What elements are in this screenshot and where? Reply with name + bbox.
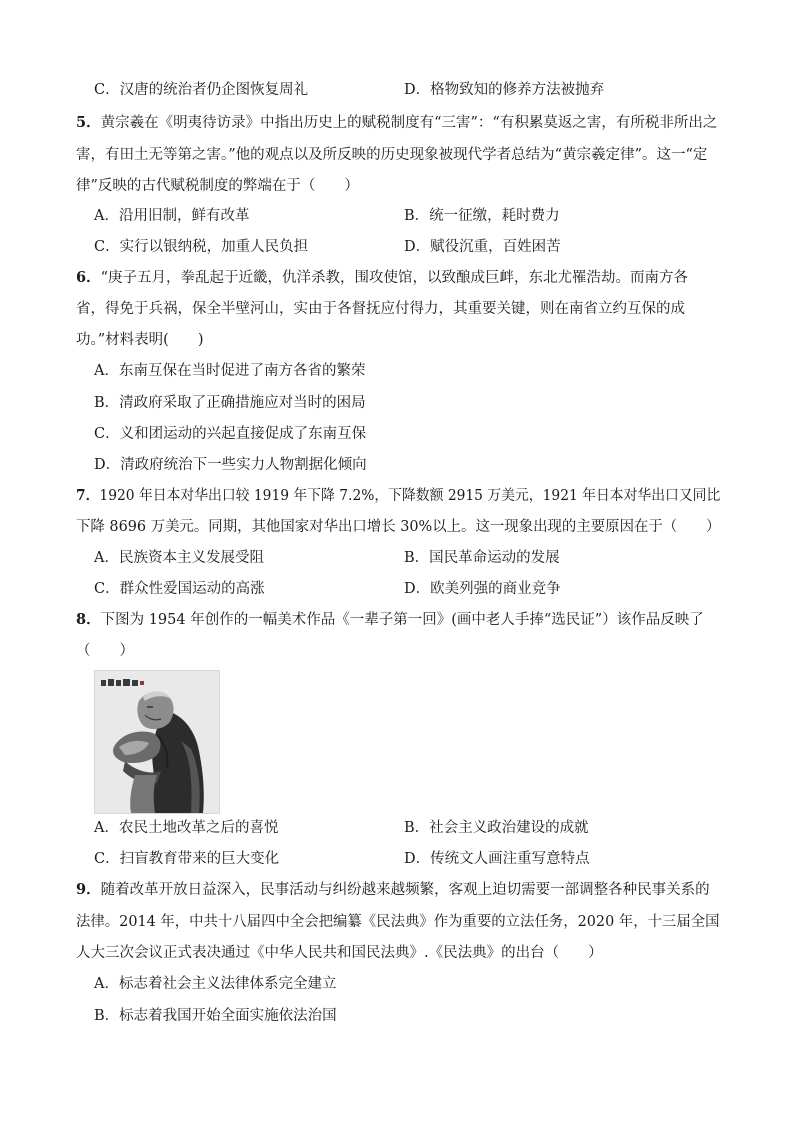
q6-text-1: “庚子五月，拳乱起于近畿，仇洋杀教，围攻使馆，以致酿成巨衅，东北尤罹浩劫。而南方各: [100, 270, 689, 286]
q7-option-c[interactable]: C．群众性爱国运动的高涨: [94, 581, 265, 597]
q5-stem-line-3: 律”反映的古代赋税制度的弊端在于（ ）: [76, 178, 359, 194]
q8-option-c[interactable]: C．扫盲教育带来的巨大变化: [94, 851, 280, 867]
q6-stem-line-1: [76, 268, 688, 288]
q6-option-d[interactable]: D．清政府统治下一些实力人物割据化倾向: [94, 457, 367, 473]
artwork-drawing: [95, 671, 219, 813]
q4-option-c[interactable]: C．汉唐的统治者仍企图恢复周礼: [94, 82, 309, 98]
q6-stem-line-3: 功。”材料表明( ): [76, 332, 204, 348]
q5-option-c[interactable]: C．实行以银纳税，加重人民负担: [94, 239, 309, 255]
q6-option-b[interactable]: B．清政府采取了正确措施应对当时的困局: [94, 395, 366, 411]
q7-text-1: 1920 年日本对华出口较 1919 年下降 7.2%，下降数额 2915 万美元，1921 年日本对华出口又同比: [99, 488, 721, 504]
q8-stem-line-2: （ ）: [76, 643, 134, 659]
q7-option-d[interactable]: D．欧美列强的商业竞争: [404, 581, 561, 597]
q7-stem-line-2: 下降 8696 万美元。同期，其他国家对华出口增长 30%以上。这一现象出现的主要原因在于（ ）: [76, 519, 721, 535]
q9-number: 9．: [76, 881, 101, 898]
q7-stem-line-1: [76, 486, 720, 506]
q7-number: 7．: [76, 487, 100, 504]
q9-option-a[interactable]: A．标志着社会主义法律体系完全建立: [94, 976, 337, 992]
q8-option-d[interactable]: D．传统文人画注重写意特点: [404, 851, 590, 867]
q9-option-b[interactable]: B．标志着我国开始全面实施依法治国: [94, 1008, 337, 1024]
artwork-image: [94, 670, 220, 814]
q7-option-a[interactable]: A．民族资本主义发展受阻: [94, 550, 264, 566]
q5-stem-line-1: [76, 113, 717, 133]
q7-option-b[interactable]: B．国民革命运动的发展: [404, 550, 560, 566]
q5-option-b[interactable]: B．统一征缴，耗时费力: [404, 208, 560, 224]
q6-option-c[interactable]: C．义和团运动的兴起直接促成了东南互保: [94, 426, 367, 442]
q8-stem-line-1: [76, 610, 704, 630]
q6-number: 6．: [76, 269, 101, 286]
q5-option-a[interactable]: A．沿用旧制，鲜有改革: [94, 208, 250, 224]
q8-option-b[interactable]: B．社会主义政治建设的成就: [404, 820, 589, 836]
q5-number: 5．: [76, 114, 101, 131]
q4-option-d[interactable]: D．格物致知的修养方法被抛弃: [404, 82, 605, 98]
q6-option-a[interactable]: A．东南互保在当时促进了南方各省的繁荣: [94, 363, 366, 379]
q9-stem-line-3: 人大三次会议正式表决通过《中华人民共和国民法典》.《民法典》的出台（ ）: [76, 945, 603, 961]
q9-text-1: 随着改革开放日益深入，民事活动与纠纷越来越频繁，客观上迫切需要一部调整各种民事关系的: [100, 882, 710, 898]
q5-option-d[interactable]: D．赋役沉重，百姓困苦: [404, 239, 561, 255]
q8-option-a[interactable]: A．农民土地改革之后的喜悦: [94, 820, 279, 836]
q6-stem-line-2: 省，得免于兵祸，保全半壁河山，实由于各督抚应付得力，其重要关键，则在南省立约互保的成: [76, 301, 685, 317]
q8-number: 8．: [76, 611, 101, 628]
q9-stem-line-1: [76, 880, 710, 900]
q5-stem-line-2: 害，有田土无等第之害。”他的观点以及所反映的历史现象被现代学者总结为“黄宗羲定律”。这一“定: [76, 147, 708, 163]
q9-stem-line-2: 法律。2014 年，中共十八届四中全会把编纂《民法典》作为重要的立法任务，2020 年，十三届全国: [76, 914, 720, 930]
q8-text-1: 下图为 1954 年创作的一幅美术作品《一辈子第一回》(画中老人手捧“选民证”）该作品反映了: [100, 612, 704, 628]
q5-text-1: 黄宗羲在《明夷待访录》中指出历史上的赋税制度有“三害”：“有积累莫返之害，有所税非所出之: [100, 115, 718, 131]
